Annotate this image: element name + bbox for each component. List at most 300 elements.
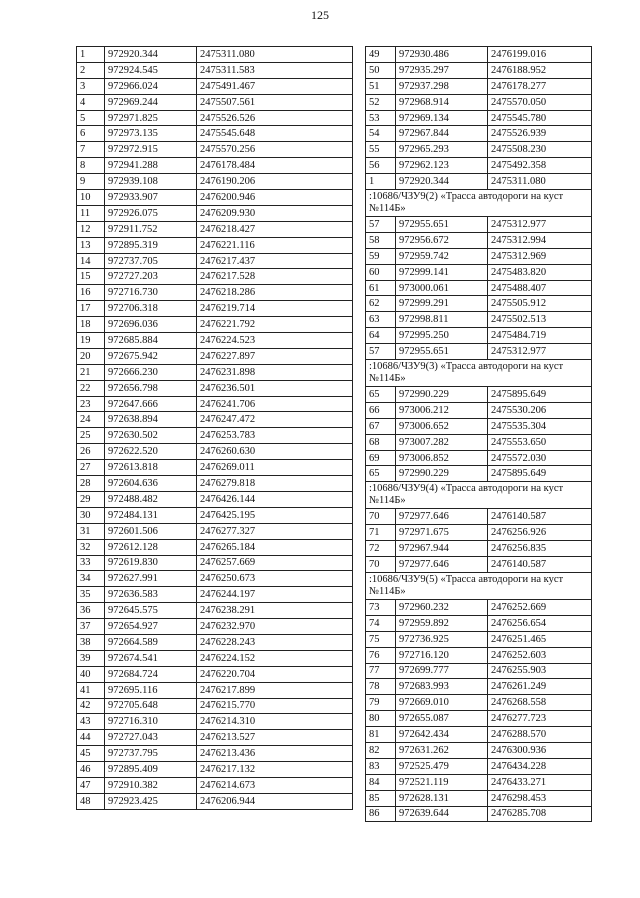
point-number-cell: 19 (77, 333, 105, 349)
y-coordinate-cell: 2476279.818 (197, 476, 353, 492)
table-row (77, 491, 353, 507)
x-coordinate-cell: 973000.061 (396, 280, 488, 296)
point-number-cell: 72 (366, 541, 396, 557)
x-coordinate-cell: 972955.651 (396, 344, 488, 360)
point-number-cell: 44 (77, 730, 105, 746)
y-coordinate-cell: 2475526.526 (197, 110, 353, 126)
point-number-cell: 28 (77, 476, 105, 492)
point-number-cell: 57 (366, 217, 396, 233)
table-row (77, 174, 353, 190)
x-coordinate-cell: 972973.135 (105, 126, 197, 142)
point-number-cell: 38 (77, 634, 105, 650)
table-row (366, 280, 592, 296)
point-number-cell: 37 (77, 619, 105, 635)
table-row (366, 774, 592, 790)
x-coordinate-cell: 972696.036 (105, 317, 197, 333)
x-coordinate-cell: 972995.250 (396, 328, 488, 344)
point-number-cell: 5 (77, 110, 105, 126)
x-coordinate-cell: 972669.010 (396, 695, 488, 711)
point-number-cell: 29 (77, 491, 105, 507)
table-row (366, 110, 592, 126)
x-coordinate-cell: 972627.991 (105, 571, 197, 587)
table-row (77, 94, 353, 110)
table-row (77, 221, 353, 237)
x-coordinate-cell: 972683.993 (396, 679, 488, 695)
table-row (366, 94, 592, 110)
table-row (77, 793, 353, 809)
x-coordinate-cell: 972959.892 (396, 615, 488, 631)
x-coordinate-cell: 972923.425 (105, 793, 197, 809)
table-row (77, 444, 353, 460)
y-coordinate-cell: 2476256.926 (488, 525, 592, 541)
x-coordinate-cell: 972525.479 (396, 758, 488, 774)
x-coordinate-cell: 972960.232 (396, 599, 488, 615)
x-coordinate-cell: 972990.229 (396, 387, 488, 403)
y-coordinate-cell: 2475312.969 (488, 248, 592, 264)
point-number-cell: 69 (366, 450, 396, 466)
point-number-cell: 84 (366, 774, 396, 790)
point-number-cell: 59 (366, 248, 396, 264)
point-number-cell: 51 (366, 78, 396, 94)
table-row (77, 412, 353, 428)
point-number-cell: 57 (366, 344, 396, 360)
point-number-cell: 55 (366, 142, 396, 158)
x-coordinate-cell: 972965.293 (396, 142, 488, 158)
point-number-cell: 60 (366, 264, 396, 280)
section-header-row (366, 360, 592, 387)
point-number-cell: 75 (366, 631, 396, 647)
y-coordinate-cell: 2476221.116 (197, 237, 353, 253)
x-coordinate-cell: 972935.297 (396, 62, 488, 78)
y-coordinate-cell: 2476218.427 (197, 221, 353, 237)
y-coordinate-cell: 2476217.132 (197, 762, 353, 778)
point-number-cell: 70 (366, 557, 396, 573)
table-row (77, 634, 353, 650)
y-coordinate-cell: 2476199.016 (488, 47, 592, 63)
table-row (366, 264, 592, 280)
y-coordinate-cell: 2476241.706 (197, 396, 353, 412)
table-row (77, 762, 353, 778)
x-coordinate-cell: 973006.212 (396, 402, 488, 418)
y-coordinate-cell: 2476190.206 (197, 174, 353, 190)
point-number-cell: 14 (77, 253, 105, 269)
y-coordinate-cell: 2476269.011 (197, 460, 353, 476)
table-row (366, 62, 592, 78)
point-number-cell: 8 (77, 158, 105, 174)
x-coordinate-cell: 972999.141 (396, 264, 488, 280)
y-coordinate-cell: 2476178.277 (488, 78, 592, 94)
y-coordinate-cell: 2476426.144 (197, 491, 353, 507)
table-row (77, 523, 353, 539)
x-coordinate-cell: 973006.852 (396, 450, 488, 466)
table-row (77, 714, 353, 730)
point-number-cell: 70 (366, 509, 396, 525)
point-number-cell: 86 (366, 806, 396, 822)
y-coordinate-cell: 2476433.271 (488, 774, 592, 790)
y-coordinate-cell: 2476261.249 (488, 679, 592, 695)
point-number-cell: 25 (77, 428, 105, 444)
table-row (77, 539, 353, 555)
table-row (366, 47, 592, 63)
point-number-cell: 81 (366, 727, 396, 743)
table-row (366, 790, 592, 806)
table-row (77, 428, 353, 444)
x-coordinate-cell: 972675.942 (105, 348, 197, 364)
point-number-cell: 65 (366, 466, 396, 482)
table-row (77, 364, 353, 380)
point-number-cell: 73 (366, 599, 396, 615)
y-coordinate-cell: 2476256.835 (488, 541, 592, 557)
y-coordinate-cell: 2476434.228 (488, 758, 592, 774)
table-row (366, 387, 592, 403)
point-number-cell: 63 (366, 312, 396, 328)
point-number-cell: 24 (77, 412, 105, 428)
y-coordinate-cell: 2476300.936 (488, 742, 592, 758)
point-number-cell: 77 (366, 663, 396, 679)
table-row (77, 285, 353, 301)
table-row (77, 476, 353, 492)
section-header-row (366, 482, 592, 509)
y-coordinate-cell: 2476215.770 (197, 698, 353, 714)
point-number-cell: 12 (77, 221, 105, 237)
y-coordinate-cell: 2476213.436 (197, 746, 353, 762)
table-row (366, 541, 592, 557)
point-number-cell: 67 (366, 418, 396, 434)
x-coordinate-cell: 972705.648 (105, 698, 197, 714)
y-coordinate-cell: 2476227.897 (197, 348, 353, 364)
y-coordinate-cell: 2476251.465 (488, 631, 592, 647)
y-coordinate-cell: 2476231.898 (197, 364, 353, 380)
x-coordinate-cell: 972969.244 (105, 94, 197, 110)
table-row (77, 142, 353, 158)
y-coordinate-cell: 2476209.930 (197, 205, 353, 221)
y-coordinate-cell: 2476253.783 (197, 428, 353, 444)
x-coordinate-cell: 972967.944 (396, 541, 488, 557)
table-row (77, 348, 353, 364)
table-row (77, 62, 353, 78)
y-coordinate-cell: 2475895.649 (488, 387, 592, 403)
x-coordinate-cell: 972977.646 (396, 509, 488, 525)
table-row (77, 78, 353, 94)
x-coordinate-cell: 972962.123 (396, 158, 488, 174)
point-number-cell: 52 (366, 94, 396, 110)
x-coordinate-cell: 972910.382 (105, 777, 197, 793)
point-number-cell: 15 (77, 269, 105, 285)
x-coordinate-cell: 972967.844 (396, 126, 488, 142)
table-row (366, 663, 592, 679)
point-number-cell: 58 (366, 232, 396, 248)
x-coordinate-cell: 972716.120 (396, 647, 488, 663)
point-number-cell: 66 (366, 402, 396, 418)
point-number-cell: 65 (366, 387, 396, 403)
y-coordinate-cell: 2475312.977 (488, 217, 592, 233)
table-row (77, 110, 353, 126)
x-coordinate-cell: 972999.291 (396, 296, 488, 312)
x-coordinate-cell: 972955.651 (396, 217, 488, 233)
point-number-cell: 56 (366, 158, 396, 174)
point-number-cell: 31 (77, 523, 105, 539)
x-coordinate-cell: 972956.672 (396, 232, 488, 248)
y-coordinate-cell: 2476260.630 (197, 444, 353, 460)
table-row (77, 253, 353, 269)
table-row (366, 232, 592, 248)
x-coordinate-cell: 972966.024 (105, 78, 197, 94)
y-coordinate-cell: 2475545.648 (197, 126, 353, 142)
x-coordinate-cell: 972924.545 (105, 62, 197, 78)
table-row (77, 730, 353, 746)
table-row (77, 301, 353, 317)
point-number-cell: 46 (77, 762, 105, 778)
y-coordinate-cell: 2476277.327 (197, 523, 353, 539)
x-coordinate-cell: 972656.798 (105, 380, 197, 396)
y-coordinate-cell: 2476252.669 (488, 599, 592, 615)
x-coordinate-cell: 972622.520 (105, 444, 197, 460)
point-number-cell: 54 (366, 126, 396, 142)
x-coordinate-cell: 972655.087 (396, 711, 488, 727)
table-row (366, 525, 592, 541)
y-coordinate-cell: 2476214.673 (197, 777, 353, 793)
x-coordinate-cell: 972968.914 (396, 94, 488, 110)
x-coordinate-cell: 972971.675 (396, 525, 488, 541)
y-coordinate-cell: 2475545.780 (488, 110, 592, 126)
table-row (366, 742, 592, 758)
x-coordinate-cell: 972998.811 (396, 312, 488, 328)
x-coordinate-cell: 972977.646 (396, 557, 488, 573)
x-coordinate-cell: 973007.282 (396, 434, 488, 450)
point-number-cell: 2 (77, 62, 105, 78)
x-coordinate-cell: 972939.108 (105, 174, 197, 190)
point-number-cell: 80 (366, 711, 396, 727)
table-row (77, 619, 353, 635)
point-number-cell: 26 (77, 444, 105, 460)
y-coordinate-cell: 2476285.708 (488, 806, 592, 822)
point-number-cell: 42 (77, 698, 105, 714)
table-row (366, 328, 592, 344)
y-coordinate-cell: 2475488.407 (488, 280, 592, 296)
point-number-cell: 43 (77, 714, 105, 730)
table-row (77, 698, 353, 714)
y-coordinate-cell: 2476221.792 (197, 317, 353, 333)
y-coordinate-cell: 2476217.899 (197, 682, 353, 698)
table-row (77, 269, 353, 285)
table-row (77, 603, 353, 619)
y-coordinate-cell: 2475312.977 (488, 344, 592, 360)
x-coordinate-cell: 972674.541 (105, 650, 197, 666)
y-coordinate-cell: 2475312.994 (488, 232, 592, 248)
section-header-row (366, 190, 592, 217)
table-row (77, 126, 353, 142)
table-row (366, 312, 592, 328)
point-number-cell: 62 (366, 296, 396, 312)
point-number-cell: 50 (366, 62, 396, 78)
point-number-cell: 27 (77, 460, 105, 476)
point-number-cell: 49 (366, 47, 396, 63)
x-coordinate-cell: 972654.927 (105, 619, 197, 635)
table-row (366, 434, 592, 450)
y-coordinate-cell: 2475530.206 (488, 402, 592, 418)
point-number-cell: 6 (77, 126, 105, 142)
y-coordinate-cell: 2476247.472 (197, 412, 353, 428)
section-title: :10686/ЧЗУ9(2) «Трасса автодороги на куст №114Б» (366, 190, 592, 217)
table-row (366, 599, 592, 615)
table-row (366, 158, 592, 174)
x-coordinate-cell: 972959.742 (396, 248, 488, 264)
point-number-cell: 36 (77, 603, 105, 619)
point-number-cell: 41 (77, 682, 105, 698)
y-coordinate-cell: 2476228.243 (197, 634, 353, 650)
section-header-row (366, 572, 592, 599)
y-coordinate-cell: 2476214.310 (197, 714, 353, 730)
point-number-cell: 45 (77, 746, 105, 762)
point-number-cell: 4 (77, 94, 105, 110)
x-coordinate-cell: 972638.894 (105, 412, 197, 428)
point-number-cell: 33 (77, 555, 105, 571)
point-number-cell: 35 (77, 587, 105, 603)
point-number-cell: 7 (77, 142, 105, 158)
table-row (366, 679, 592, 695)
point-number-cell: 11 (77, 205, 105, 221)
y-coordinate-cell: 2475526.939 (488, 126, 592, 142)
table-row (366, 78, 592, 94)
x-coordinate-cell: 972604.636 (105, 476, 197, 492)
y-coordinate-cell: 2476188.952 (488, 62, 592, 78)
x-coordinate-cell: 972521.119 (396, 774, 488, 790)
y-coordinate-cell: 2476238.291 (197, 603, 353, 619)
point-number-cell: 1 (366, 174, 396, 190)
x-coordinate-cell: 972990.229 (396, 466, 488, 482)
x-coordinate-cell: 972642.434 (396, 727, 488, 743)
x-coordinate-cell: 972488.482 (105, 491, 197, 507)
x-coordinate-cell: 972920.344 (105, 47, 197, 63)
coordinates-table-left (76, 46, 353, 810)
x-coordinate-cell: 972706.318 (105, 301, 197, 317)
y-coordinate-cell: 2476178.484 (197, 158, 353, 174)
table-row (366, 418, 592, 434)
x-coordinate-cell: 972699.777 (396, 663, 488, 679)
table-row (366, 509, 592, 525)
point-number-cell: 79 (366, 695, 396, 711)
point-number-cell: 82 (366, 742, 396, 758)
point-number-cell: 74 (366, 615, 396, 631)
table-row (77, 396, 353, 412)
point-number-cell: 78 (366, 679, 396, 695)
point-number-cell: 9 (77, 174, 105, 190)
table-row (77, 158, 353, 174)
y-coordinate-cell: 2475508.230 (488, 142, 592, 158)
point-number-cell: 16 (77, 285, 105, 301)
x-coordinate-cell: 972695.116 (105, 682, 197, 698)
table-row (366, 402, 592, 418)
x-coordinate-cell: 972613.818 (105, 460, 197, 476)
table-row (77, 205, 353, 221)
x-coordinate-cell: 972911.752 (105, 221, 197, 237)
x-coordinate-cell: 972727.203 (105, 269, 197, 285)
table-row (366, 248, 592, 264)
x-coordinate-cell: 972619.830 (105, 555, 197, 571)
point-number-cell: 40 (77, 666, 105, 682)
y-coordinate-cell: 2476236.501 (197, 380, 353, 396)
x-coordinate-cell: 972664.589 (105, 634, 197, 650)
table-row (366, 647, 592, 663)
y-coordinate-cell: 2475572.030 (488, 450, 592, 466)
y-coordinate-cell: 2476213.527 (197, 730, 353, 746)
x-coordinate-cell: 972716.310 (105, 714, 197, 730)
table-row (77, 190, 353, 206)
x-coordinate-cell: 972716.730 (105, 285, 197, 301)
y-coordinate-cell: 2476265.184 (197, 539, 353, 555)
table-row (366, 174, 592, 190)
point-number-cell: 48 (77, 793, 105, 809)
x-coordinate-cell: 972895.319 (105, 237, 197, 253)
x-coordinate-cell: 973006.652 (396, 418, 488, 434)
table-row (77, 507, 353, 523)
point-number-cell: 83 (366, 758, 396, 774)
x-coordinate-cell: 972647.666 (105, 396, 197, 412)
y-coordinate-cell: 2475535.304 (488, 418, 592, 434)
y-coordinate-cell: 2475553.650 (488, 434, 592, 450)
x-coordinate-cell: 972941.288 (105, 158, 197, 174)
point-number-cell: 18 (77, 317, 105, 333)
table-row (366, 296, 592, 312)
y-coordinate-cell: 2476217.437 (197, 253, 353, 269)
x-coordinate-cell: 972601.506 (105, 523, 197, 539)
point-number-cell: 30 (77, 507, 105, 523)
page-number: 125 (311, 8, 329, 22)
y-coordinate-cell: 2475483.820 (488, 264, 592, 280)
point-number-cell: 13 (77, 237, 105, 253)
y-coordinate-cell: 2475570.256 (197, 142, 353, 158)
section-title: :10686/ЧЗУ9(3) «Трасса автодороги на куст №114Б» (366, 360, 592, 387)
y-coordinate-cell: 2476256.654 (488, 615, 592, 631)
y-coordinate-cell: 2475895.649 (488, 466, 592, 482)
table-row (366, 142, 592, 158)
y-coordinate-cell: 2475570.050 (488, 94, 592, 110)
x-coordinate-cell: 972685.884 (105, 333, 197, 349)
point-number-cell: 23 (77, 396, 105, 412)
table-row (77, 571, 353, 587)
table-row (77, 682, 353, 698)
coordinates-table-right (365, 46, 592, 822)
x-coordinate-cell: 972971.825 (105, 110, 197, 126)
x-coordinate-cell: 972972.915 (105, 142, 197, 158)
y-coordinate-cell: 2475492.358 (488, 158, 592, 174)
y-coordinate-cell: 2475502.513 (488, 312, 592, 328)
x-coordinate-cell: 972737.795 (105, 746, 197, 762)
y-coordinate-cell: 2476425.195 (197, 507, 353, 523)
point-number-cell: 32 (77, 539, 105, 555)
y-coordinate-cell: 2476277.723 (488, 711, 592, 727)
point-number-cell: 61 (366, 280, 396, 296)
section-title: :10686/ЧЗУ9(4) «Трасса автодороги на куст №114Б» (366, 482, 592, 509)
table-row (366, 217, 592, 233)
table-row (77, 587, 353, 603)
x-coordinate-cell: 972612.128 (105, 539, 197, 555)
table-row (77, 460, 353, 476)
table-row (366, 615, 592, 631)
y-coordinate-cell: 2475505.912 (488, 296, 592, 312)
point-number-cell: 3 (77, 78, 105, 94)
table-row (77, 317, 353, 333)
table-row (366, 727, 592, 743)
table-row (366, 126, 592, 142)
x-coordinate-cell: 972895.409 (105, 762, 197, 778)
table-row (77, 650, 353, 666)
table-row (366, 631, 592, 647)
table-row (77, 555, 353, 571)
table-row (366, 758, 592, 774)
table-row (77, 746, 353, 762)
y-coordinate-cell: 2476224.523 (197, 333, 353, 349)
